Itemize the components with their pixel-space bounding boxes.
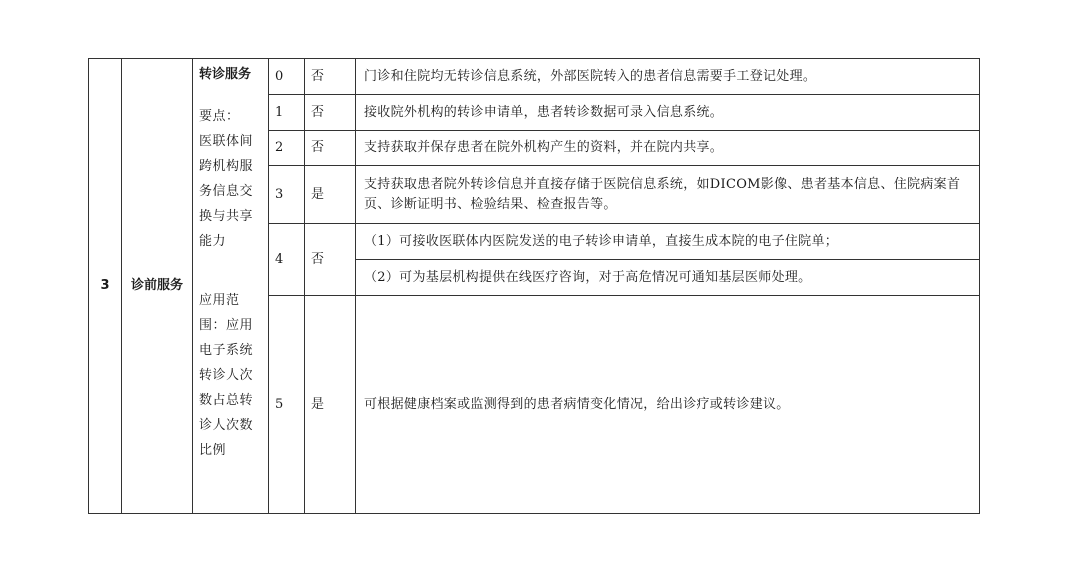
item-title: 转诊服务 (199, 67, 252, 82)
description-cell: （1）可接收医联体内医院发送的电子转诊申请单，直接生成本院的电子住院单； (356, 224, 980, 260)
yes-no-cell: 是 (305, 166, 356, 224)
yes-no-cell: 否 (305, 131, 356, 166)
level-cell: 4 (269, 224, 305, 296)
key-points-text: 医联体间 跨机构服 务信息交 换与共享 能力 (199, 134, 254, 249)
yes-no-cell: 是 (305, 296, 356, 514)
level-cell: 3 (269, 166, 305, 224)
level-cell: 1 (269, 95, 305, 131)
scope-label: 应用范 (199, 293, 240, 308)
section-category: 诊前服务 (122, 59, 193, 514)
table-row (89, 59, 980, 95)
level-cell: 5 (269, 296, 305, 514)
yes-no-cell: 否 (305, 95, 356, 131)
description-cell: 支持获取患者院外转诊信息并直接存储于医院信息系统，如DICOM影像、患者基本信息、住院病案首页、诊断证明书、检验结果、检查报告等。 (356, 166, 980, 224)
description-cell: （2）可为基层机构提供在线医疗咨询，对于高危情况可通知基层医师处理。 (356, 260, 980, 296)
yes-no-cell: 否 (305, 59, 356, 95)
scope-text: 围：应用 电子系统 转诊人次 数占总转 诊人次数 比例 (199, 318, 254, 458)
description-cell: 支持获取并保存患者在院外机构产生的资料，并在院内共享。 (356, 131, 980, 166)
assessment-table (88, 58, 980, 514)
description-cell: 接收院外机构的转诊申请单，患者转诊数据可录入信息系统。 (356, 95, 980, 131)
item-cell (193, 59, 269, 514)
level-cell: 0 (269, 59, 305, 95)
key-points-label: 要点： (199, 109, 240, 124)
yes-no-cell: 否 (305, 224, 356, 296)
description-cell: 门诊和住院均无转诊信息系统，外部医院转入的患者信息需要手工登记处理。 (356, 59, 980, 95)
description-cell: 可根据健康档案或监测得到的患者病情变化情况，给出诊疗或转诊建议。 (356, 296, 980, 514)
section-number: 3 (89, 59, 122, 514)
level-cell: 2 (269, 131, 305, 166)
